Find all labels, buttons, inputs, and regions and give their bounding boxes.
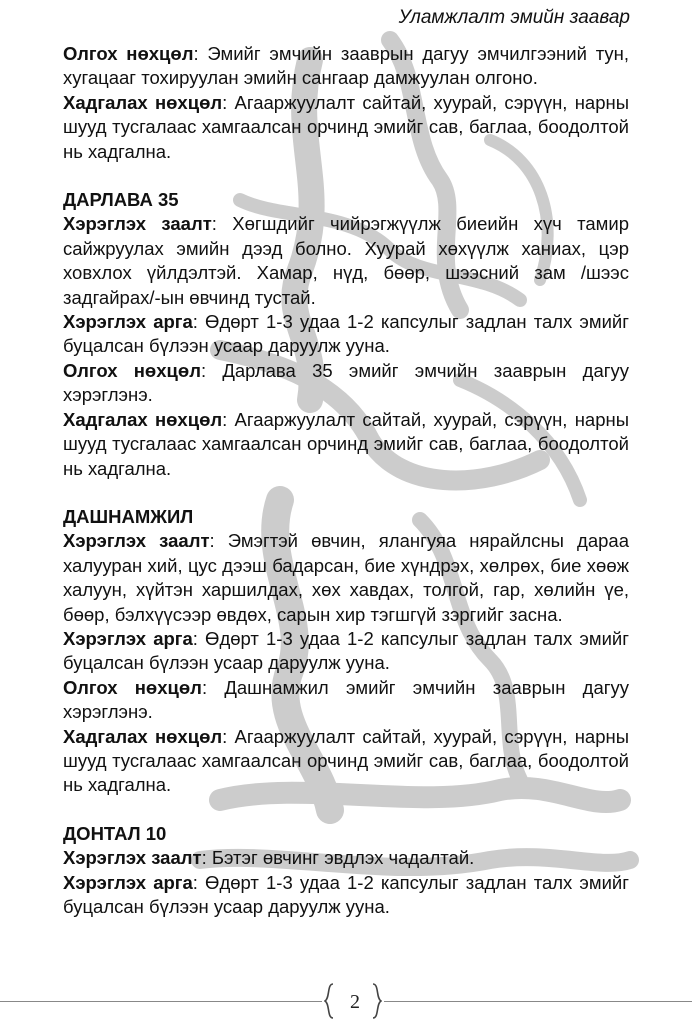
- field-text: : Агааржуулалт сайтай, хуурай, сэрүүн, нарны шууд тусгалаас хамгаалсан орчинд эмийг сав, баглаа, боодолтой нь хадгална.: [63, 91, 630, 162]
- field-paragraph: [63, 359, 629, 408]
- field-text: : Агааржуулалт сайтай, хуурай, сэрүүн, нарны шууд тусгалаас хамгаалсан орчинд эмийг сав, баглаа, боодолтой нь хадгална.: [63, 725, 630, 796]
- section-title: ДОНТАЛ 10: [63, 822, 167, 844]
- section-gap: [63, 481, 629, 505]
- section-gap: [63, 798, 629, 822]
- field-label: Олгох нөхцөл: [63, 676, 202, 698]
- field-label: Олгох нөхцөл: [63, 43, 194, 64]
- field-label: Олгох нөхцөл: [63, 359, 201, 381]
- field-label: Хэрэглэх заалт: [63, 213, 212, 235]
- field-paragraph: [63, 676, 629, 725]
- section-title: ДАРЛАВА 35: [63, 189, 179, 211]
- field-text: : Дарлава 35 эмийг эмчийн зааврын дагуу хэрэглэнэ.: [63, 359, 629, 406]
- field-text: : Хөгшдийг чийрэгжүүлж биеийн хүч тамир сайжруулах эмийн дээд болно. Хуурай хөхүүлж ханиах, цэр ховхлох үйлдэлтэй. Хамар, нүд, бөөр, шээсний зам /шээс задгайрах/-ын өвчинд тустай.: [63, 213, 630, 308]
- section-title: ДАШНАМЖИЛ: [63, 505, 194, 527]
- field-label: Хадгалах нөхцөл: [63, 91, 223, 113]
- field-label: Хэрэглэх арга: [63, 871, 193, 893]
- field-text: : Эмэгтэй өвчин, ялангуяа нярайлсны дараа халууран хий, цус дээш бадарсан, бие хүндрэх, хөлрөх, бие хөөж халуун, хүйтэн харшилдах, хөх хавдах, толгой, гар, хөлийн үе, бөөр, бэлхүүсээр өвдөх, сарын хир тэгшгүй зэргийг засна.: [63, 530, 629, 625]
- field-label: Хадгалах нөхцөл: [63, 408, 223, 430]
- section-gap: [63, 164, 629, 188]
- field-paragraph: [63, 725, 629, 798]
- field-text: : Эмийг эмчийн зааврын дагуу эмчилгээний тун, хугацааг тохируулан эмийн сангаар дамжуулан олгоно.: [63, 43, 629, 89]
- field-label: Хэрэглэх заалт: [63, 530, 210, 552]
- field-text: : Өдөрт 1-3 удаа 1-2 капсулыг задлан талх эмийг буцалсан бүлээн усаар даруулж ууна.: [63, 311, 629, 357]
- field-paragraph: [63, 42, 629, 91]
- running-header: Уламжлалт эмийн заавар: [398, 7, 630, 28]
- field-paragraph: [63, 310, 629, 359]
- field-text: : Өдөрт 1-3 удаа 1-2 капсулыг задлан талх эмийг буцалсан бүлээн усаар даруулж ууна.: [63, 871, 629, 917]
- field-text: : Агааржуулалт сайтай, хуурай, сэрүүн, нарны шууд тусгалаас хамгаалсан орчинд эмийг сав, баглаа, боодолтой нь хадгална.: [63, 408, 630, 479]
- field-label: Хэрэглэх заалт: [63, 847, 202, 869]
- field-paragraph: [63, 529, 629, 627]
- field-paragraph: [63, 408, 629, 481]
- field-paragraph: [63, 846, 629, 870]
- footer-rule-left: [0, 1001, 322, 1002]
- field-paragraph: [63, 212, 629, 310]
- field-text: : Өдөрт 1-3 удаа 1-2 капсулыг задлан талх эмийг буцалсан бүлээн усаар даруулж ууна.: [63, 627, 629, 674]
- field-label: Хадгалах нөхцөл: [63, 725, 223, 747]
- field-label: Хэрэглэх арга: [63, 627, 193, 649]
- field-text: : Дашнамжил эмийг эмчийн зааврын дагуу хэрэглэнэ.: [63, 676, 629, 723]
- document-body: [63, 42, 629, 919]
- field-paragraph: [63, 627, 629, 676]
- field-label: Хэрэглэх арга: [63, 311, 193, 333]
- field-paragraph: [63, 871, 629, 920]
- field-text: : Бэтэг өвчинг эвдлэх чадалтай.: [201, 847, 475, 869]
- page-number: 2: [350, 991, 360, 1013]
- footer-rule-right: [384, 1001, 692, 1002]
- field-paragraph: [63, 91, 629, 164]
